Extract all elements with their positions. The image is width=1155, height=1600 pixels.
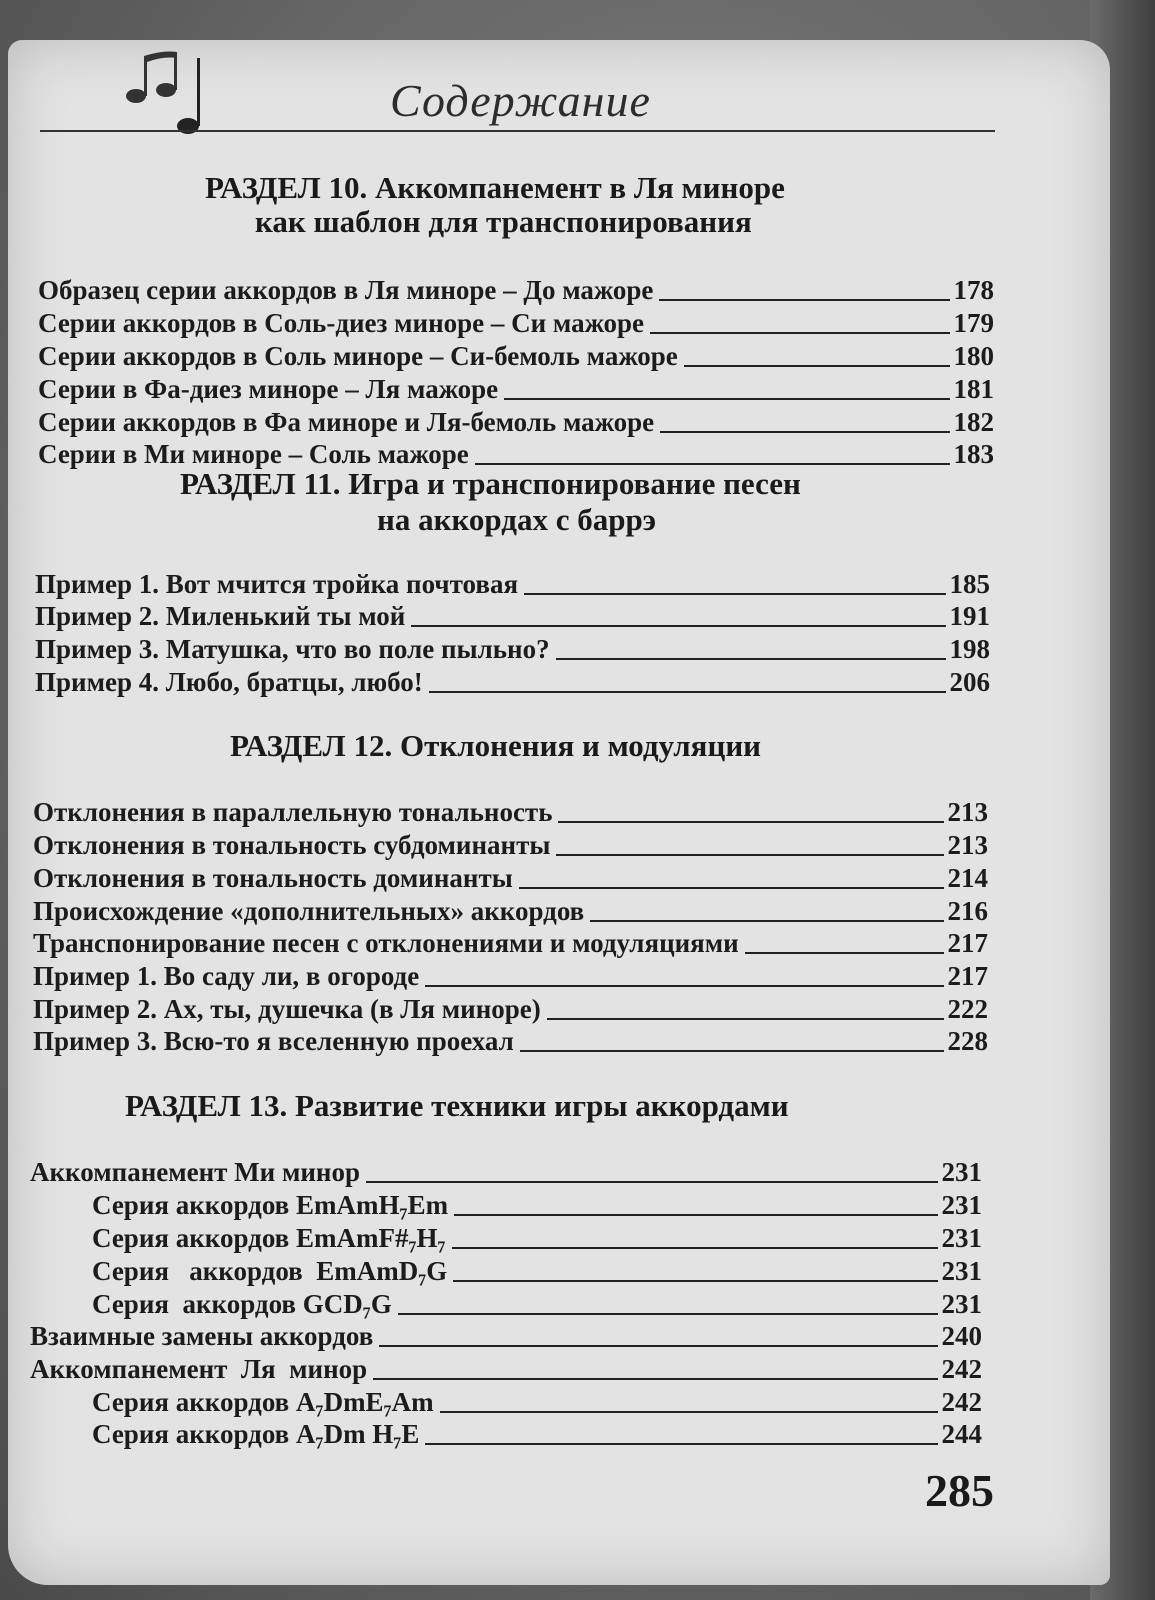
section-11-heading-line-1: РАЗДЕЛ 11. Игра и транспонирование песен — [180, 466, 801, 501]
toc-entry[interactable] — [35, 600, 990, 632]
toc-leader-line — [547, 1018, 944, 1020]
toc-leader-line — [425, 985, 943, 987]
toc-leader-line — [745, 952, 944, 954]
toc-entry-title: Пример 2. Миленький ты мой — [35, 601, 406, 631]
toc-leader-line — [524, 593, 945, 595]
toc-leader-line — [373, 1378, 937, 1380]
title-divider — [40, 130, 995, 132]
toc-entry-page: 213 — [947, 830, 988, 860]
toc-leader-line — [520, 1050, 944, 1052]
toc-entry-title: Образец серии аккордов в Ля миноре – До мажоре — [38, 275, 654, 305]
toc-leader-line — [659, 299, 949, 301]
toc-leader-line — [556, 658, 946, 660]
toc-entry[interactable] — [92, 1288, 982, 1320]
toc-leader-line — [660, 431, 949, 433]
toc-entry-title: Серия аккордов EmAmD₇G — [92, 1256, 448, 1286]
toc-leader-line — [504, 398, 949, 400]
toc-entry-page: 181 — [953, 374, 994, 404]
toc-entry-page: 231 — [941, 1223, 982, 1253]
toc-leader-line — [411, 625, 945, 627]
toc-entry[interactable] — [92, 1386, 982, 1418]
toc-entry-title: Серии аккордов в Фа миноре и Ля-бемоль мажоре — [38, 407, 655, 437]
toc-entry-page: 213 — [947, 797, 988, 827]
toc-entry-page: 231 — [941, 1190, 982, 1220]
toc-leader-line — [454, 1214, 937, 1216]
toc-entry[interactable] — [35, 568, 990, 600]
section-10-heading-line-2: как шаблон для транспонирования — [255, 204, 752, 239]
toc-entry-title: Отклонения в параллельную тональность — [33, 797, 553, 827]
toc-entry[interactable] — [33, 960, 988, 992]
toc-entry-page: 183 — [953, 439, 994, 469]
toc-entry-page: 179 — [953, 308, 994, 338]
toc-entry[interactable] — [38, 406, 994, 438]
toc-entry-page: 217 — [947, 961, 988, 991]
toc-entry-title: Пример 1. Во саду ли, в огороде — [33, 961, 420, 991]
page-number: 285 — [925, 1465, 994, 1516]
toc-entry-title: Пример 3. Матушка, что во поле пыльно? — [35, 634, 550, 664]
toc-entry-page: 191 — [949, 601, 990, 631]
toc-entry[interactable] — [33, 1025, 988, 1057]
toc-entry[interactable] — [38, 373, 994, 405]
toc-entry[interactable] — [33, 993, 988, 1025]
toc-entry-page: 178 — [953, 275, 994, 305]
toc-leader-line — [425, 1443, 937, 1445]
toc-entry-title: Аккомпанемент Ля минор — [30, 1354, 368, 1384]
toc-entry-title: Серия аккордов GCD₇G — [92, 1289, 392, 1319]
section-13-heading: РАЗДЕЛ 13. Развитие техники игры аккордами — [125, 1088, 789, 1123]
toc-entry-page: 228 — [947, 1026, 988, 1056]
toc-leader-line — [452, 1247, 938, 1249]
toc-entry[interactable] — [33, 796, 988, 828]
toc-entry[interactable] — [38, 307, 994, 339]
toc-entry-page: 206 — [949, 667, 990, 697]
page-title: Содержание — [390, 75, 651, 126]
toc-entry-title: Серии в Ми миноре – Соль мажоре — [38, 439, 469, 469]
toc-leader-line — [453, 1280, 937, 1282]
toc-entry[interactable] — [38, 340, 994, 372]
section-12-heading: РАЗДЕЛ 12. Отклонения и модуляции — [230, 728, 762, 763]
toc-entry-page: 242 — [941, 1387, 982, 1417]
toc-entry[interactable] — [92, 1189, 982, 1221]
toc-entry[interactable] — [92, 1418, 982, 1450]
toc-entry[interactable] — [33, 927, 988, 959]
toc-entry[interactable] — [92, 1255, 982, 1287]
toc-entry-title: Серии аккордов в Соль миноре – Си-бемоль мажоре — [38, 341, 678, 371]
toc-leader-line — [379, 1345, 937, 1347]
toc-leader-line — [366, 1181, 938, 1183]
toc-entry[interactable] — [35, 633, 990, 665]
toc-leader-line — [429, 691, 946, 693]
toc-leader-line — [475, 463, 950, 465]
toc-entry-title: Серия аккордов A₇DmE₇Am — [92, 1387, 434, 1417]
toc-entry-title: Пример 1. Вот мчится тройка почтовая — [35, 569, 519, 599]
toc-entry-title: Взаимные замены аккордов — [30, 1321, 374, 1351]
toc-entry-title: Отклонения в тональность доминанты — [33, 863, 513, 893]
toc-entry-title: Пример 3. Всю-то я вселенную проехал — [33, 1026, 514, 1056]
toc-entry-title: Отклонения в тональность субдоминанты — [33, 830, 551, 860]
toc-leader-line — [519, 887, 944, 889]
toc-entry-page: 182 — [953, 407, 994, 437]
toc-entry[interactable] — [33, 829, 988, 861]
toc-leader-line — [556, 854, 943, 856]
toc-entry[interactable] — [38, 274, 994, 306]
toc-entry-title: Серия аккордов EmAmH₇Em — [92, 1190, 449, 1220]
toc-entry-page: 185 — [949, 569, 990, 599]
toc-entry-page: 217 — [947, 928, 988, 958]
toc-entry-page: 180 — [953, 341, 994, 371]
toc-entry-page: 244 — [941, 1419, 982, 1449]
toc-entry[interactable] — [33, 862, 988, 894]
toc-entry-page: 231 — [941, 1289, 982, 1319]
toc-leader-line — [398, 1313, 938, 1315]
toc-leader-line — [684, 365, 950, 367]
toc-leader-line — [650, 332, 949, 334]
toc-entry-title: Происхождение «дополнительных» аккордов — [33, 896, 585, 926]
toc-entry[interactable] — [92, 1222, 982, 1254]
toc-entry-page: 231 — [941, 1157, 982, 1187]
toc-entry[interactable] — [35, 666, 990, 698]
toc-leader-line — [558, 821, 943, 823]
toc-entry-page: 198 — [949, 634, 990, 664]
toc-entry-title: Аккомпанемент Ми минор — [30, 1157, 360, 1187]
toc-entry-title: Пример 4. Любо, братцы, любо! — [35, 667, 423, 697]
toc-entry[interactable] — [30, 1156, 982, 1188]
toc-entry-title: Серия аккордов A₇Dm H₇E — [92, 1419, 420, 1449]
toc-entry[interactable] — [33, 895, 988, 927]
toc-entry-page: 216 — [947, 896, 988, 926]
toc-entry-page: 240 — [941, 1321, 982, 1351]
toc-leader-line — [440, 1411, 938, 1413]
toc-entry-title: Серии в Фа-диез миноре – Ля мажоре — [38, 374, 499, 404]
toc-entry-title: Транспонирование песен с отклонениями и модуляциями — [33, 928, 739, 958]
toc-entry-title: Пример 2. Ах, ты, душечка (в Ля миноре) — [33, 994, 541, 1024]
toc-entry-page: 231 — [941, 1256, 982, 1286]
section-10-heading-line-1: РАЗДЕЛ 10. Аккомпанемент в Ля миноре — [205, 170, 785, 205]
toc-entry-page: 242 — [941, 1354, 982, 1384]
toc-entry-page: 214 — [947, 863, 988, 893]
toc-entry-page: 222 — [947, 994, 988, 1024]
toc-entry[interactable] — [30, 1353, 982, 1385]
toc-entry[interactable] — [30, 1320, 982, 1352]
section-11-heading-line-2: на аккордах с баррэ — [377, 502, 657, 537]
toc-leader-line — [590, 920, 943, 922]
toc-entry-title: Серии аккордов в Соль-диез миноре – Си мажоре — [38, 308, 645, 338]
toc-entry-title: Серия аккордов EmAmF#₇H₇ — [92, 1223, 446, 1253]
music-notes-icon — [118, 48, 218, 138]
